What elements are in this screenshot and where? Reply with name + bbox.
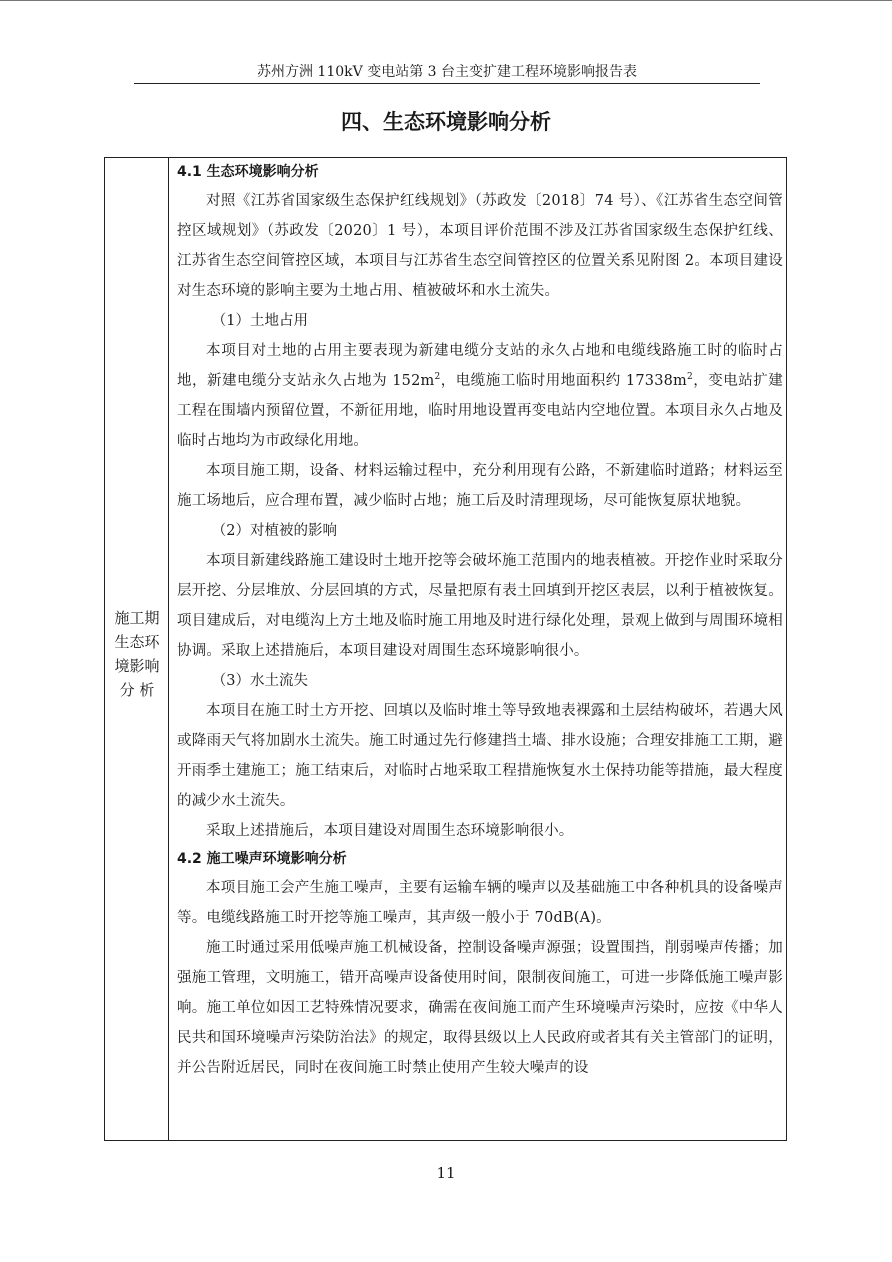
row-label-line: 分 析: [119, 681, 155, 699]
paragraph: 本项目新建线路施工建设时土地开挖等会破坏施工范围内的地表植被。开挖作业时采取分层开挖、分层堆放、分层回填的方式，尽量把原有表土回填到开挖区表层，以利于植被恢复。项目建成后，对电缆沟上方土地及临时施工用地及时进行绿化处理，景观上做到与周围环境相协调。采取上述措施后，本项目建设对周围生态环境影响很小。: [177, 553, 783, 659]
item-heading: （2）对植被的影响: [211, 523, 338, 539]
subsection-heading: 4.2 施工噪声环境影响分析: [177, 851, 347, 867]
item-heading: （1）土地占用: [211, 313, 309, 329]
paragraph: 采取上述措施后，本项目建设对周围生态环境影响很小。: [206, 823, 574, 839]
running-header: 苏州方洲 110kV 变电站第 3 台主变扩建工程环境影响报告表: [134, 61, 760, 84]
row-label-line: 施工期: [114, 609, 160, 627]
subsection-heading: 4.1 生态环境影响分析: [177, 164, 319, 180]
analysis-table: [104, 157, 787, 1141]
paragraph: 本项目对土地的占用主要表现为新建电缆分支站的永久占地和电缆线路施工时的临时占地，新建电缆分支站永久占地为 $152m^2$，电缆施工临时用地面积约 $17338m^2$，变电站扩建工程在围墙内预留位置，不新征用地，临时用地设置再变电站内空地位置。本项目永久占地及临时占地均为市政绿化用地。: [177, 343, 784, 449]
content-cell: [177, 159, 783, 1083]
paragraph: 本项目施工会产生施工噪声，主要有运输车辆的噪声以及基础施工中各种机具的设备噪声等。电缆线路施工时开挖等施工噪声，其声级一般小于 70dB(A)。: [177, 880, 783, 926]
paragraph: 施工时通过采用低噪声施工机械设备，控制设备噪声源强；设置围挡，削弱噪声传播；加强施工管理，文明施工，错开高噪声设备使用时间，限制夜间施工，可进一步降低施工噪声影响。施工单位如因工艺特殊情况要求，确需在夜间施工而产生环境噪声污染时，应按《中华人民共和国环境噪声污染防治法》的规定，取得县级以上人民政府或者其有关主管部门的证明，并公告附近居民，同时在夜间施工时禁止使用产生较大噪声的设: [177, 940, 783, 1076]
row-label-cell: [105, 158, 169, 1140]
paragraph: 对照《江苏省国家级生态保护红线规划》（苏政发〔2018〕74 号）、《江苏省生态空间管控区域规划》（苏政发〔2020〕1 号），本项目评价范围不涉及江苏省国家级生态保护红线、江苏省生态空间管控区域，本项目与江苏省生态空间管控区的位置关系见附图 2。本项目建设对生态环境的影响主要为土地占用、植被破坏和水土流失。: [177, 193, 783, 299]
section-title: 四、生态环境影响分析: [341, 110, 551, 134]
row-label-line: 境影响: [114, 657, 160, 675]
page-top-border: [0, 0, 892, 1]
paragraph: 本项目施工期，设备、材料运输过程中，充分利用现有公路，不新建临时道路；材料运至施工场地后，应合理布置，减少临时占地；施工后及时清理现场，尽可能恢复原状地貌。: [177, 463, 783, 509]
paragraph: 本项目在施工时土方开挖、回填以及临时堆土等导致地表裸露和土层结构破坏，若遇大风或降雨天气将加剧水土流失。施工时通过先行修建挡土墙、排水设施；合理安排施工工期，避开雨季土建施工；施工结束后，对临时占地采取工程措施恢复水土保持功能等措施，最大程度的减少水土流失。: [177, 703, 783, 809]
item-heading: （3）水土流失: [211, 673, 309, 689]
row-label: [105, 606, 169, 702]
page-number: 11: [436, 1164, 456, 1182]
row-label-line: 生态环: [114, 633, 160, 651]
